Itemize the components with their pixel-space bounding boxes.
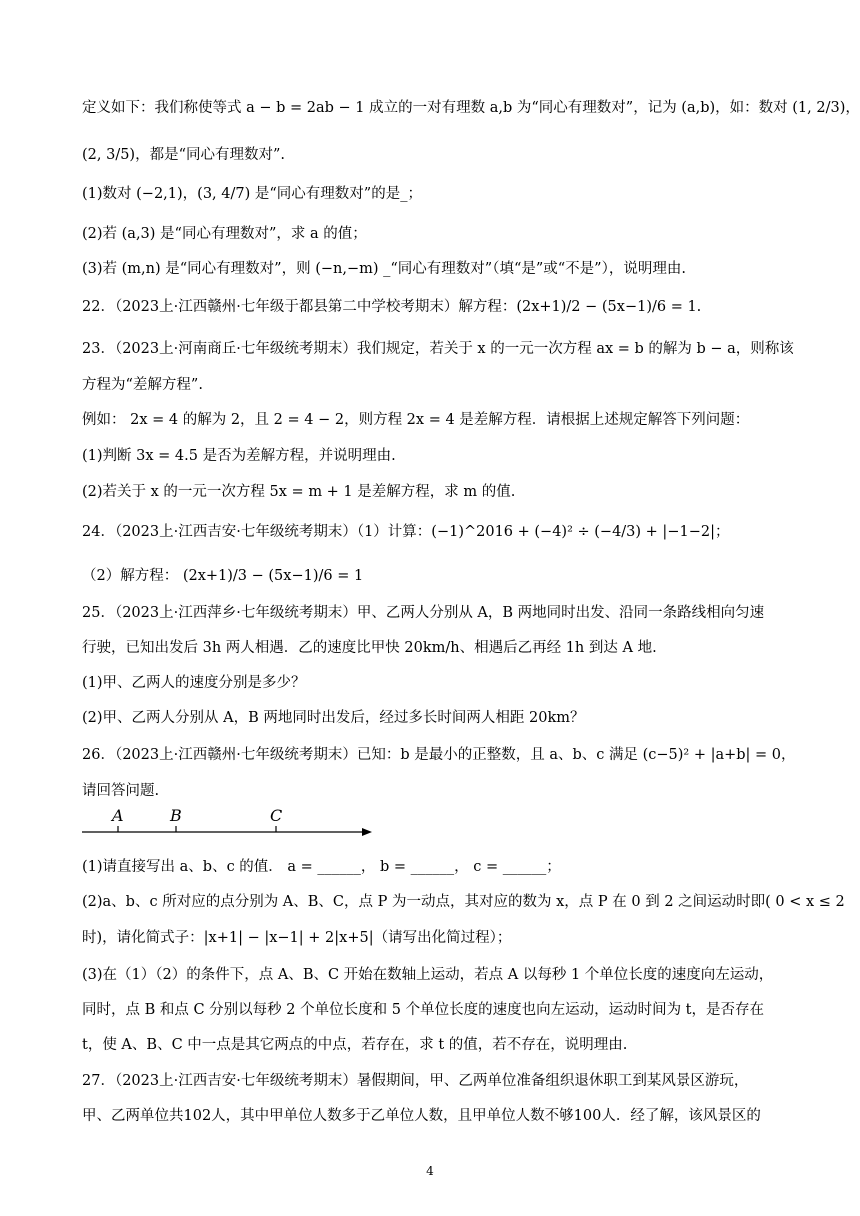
- page-number: 4: [426, 1164, 434, 1178]
- text-line: 方程为“差解方程”.: [82, 377, 203, 393]
- text-line: 同时，点 B 和点 C 分别以每秒 2 个单位长度和 5 个单位长度的速度也向左运动，运动时间为 t，是否存在: [82, 1002, 765, 1018]
- text-line: 请回答问题.: [82, 783, 160, 799]
- text-line: (2, 3/5)，都是“同心有理数对”.: [82, 147, 286, 163]
- number-line-label-b: B: [170, 806, 182, 825]
- text-line: 25．（2023上·江西萍乡·七年级统考期末）甲、乙两人分别从 A，B 两地同时出发、沿同一条路线相向匀速: [82, 605, 765, 621]
- text-line: 27．（2023上·江西吉安·七年级统考期末）暑假期间，甲、乙两单位准备组织退休职工到某风景区游玩，: [82, 1073, 749, 1089]
- number-line-label-c: C: [270, 806, 283, 825]
- text-line: 26．（2023上·江西赣州·七年级统考期末）已知：b 是最小的正整数，且 a、b、c 满足 (c−5)² + |a+b| = 0，: [82, 747, 796, 763]
- number-line-label-a: A: [112, 806, 124, 825]
- text-line: (2)a、b、c 所对应的点分别为 A、B、C，点 P 为一动点，其对应的数为 x，点 P 在 0 到 2 之间运动时即( 0 < x ≤ 2: [82, 894, 845, 910]
- text-line: (2)若关于 x 的一元一次方程 5x = m + 1 是差解方程，求 m 的值.: [82, 484, 516, 500]
- text-line: 22．（2023上·江西赣州·七年级于都县第二中学校考期末）解方程：(2x+1)/2 − (5x−1)/6 = 1.: [82, 299, 702, 315]
- text-line: t，使 A、B、C 中一点是其它两点的中点，若存在，求 t 的值，若不存在，说明理由.: [82, 1037, 628, 1053]
- text-line: (2)若 (a,3) 是“同心有理数对”，求 a 的值；: [82, 226, 367, 242]
- text-line: （2）解方程： (2x+1)/3 − (5x−1)/6 = 1: [82, 568, 364, 584]
- text-line: 行驶，已知出发后 3h 两人相遇．乙的速度比甲快 20km/h、相遇后乙再经 1h 到达 A 地.: [82, 640, 657, 656]
- text-line: 甲、乙两单位共102人，其中甲单位人数多于乙单位人数，且甲单位人数不够100人．经了解，该风景区的: [82, 1108, 761, 1124]
- text-line: (1)请直接写出 a、b、c 的值． a = ______， b = ______， c = ______；: [82, 859, 561, 875]
- text-line: (3)在（1）（2）的条件下，点 A、B、C 开始在数轴上运动，若点 A 以每秒 1 个单位长度的速度向左运动，: [82, 967, 774, 983]
- text-line: 定义如下：我们称使等式 a − b = 2ab − 1 成立的一对有理数 a,b 为“同心有理数对”，记为 (a,b)，如：数对 (1, 2/3)，: [82, 100, 860, 116]
- text-line: 24．（2023上·江西吉安·七年级统考期末）（1）计算：(−1)^2016 + (−4)² ÷ (−4/3) + |−1−2|；: [82, 524, 730, 540]
- text-line: 23．（2023上·河南商丘·七年级统考期末）我们规定，若关于 x 的一元一次方程 ax = b 的解为 b − a，则称该: [82, 341, 794, 357]
- text-line: (2)甲、乙两人分别从 A，B 两地同时出发后，经过多长时间两人相距 20km？: [82, 710, 585, 726]
- text-line: 例如： 2x = 4 的解为 2，且 2 = 4 − 2，则方程 2x = 4 是差解方程．请根据上述规定解答下列问题：: [82, 412, 750, 428]
- text-line: (1)甲、乙两人的速度分别是多少？: [82, 675, 306, 691]
- text-line: (1)判断 3x = 4.5 是否为差解方程，并说明理由.: [82, 448, 396, 464]
- number-line-axis: [82, 806, 372, 846]
- text-line: 时)，请化简式子：|x+1| − |x−1| + 2|x+5|（请写出化简过程）；: [82, 930, 512, 946]
- text-line: (3)若 (m,n) 是“同心有理数对”，则 (−n,−m) _“同心有理数对”（填“是”或“不是”），说明理由.: [82, 261, 686, 277]
- number-line: [82, 806, 372, 846]
- text-line: (1)数对 (−2,1)，(3, 4/7) 是“同心有理数对”的是_；: [82, 186, 422, 202]
